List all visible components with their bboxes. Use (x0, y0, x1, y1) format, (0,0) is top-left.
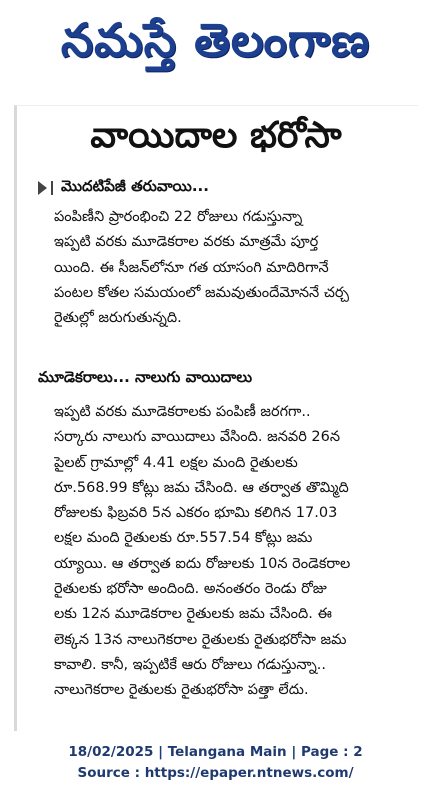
masthead-title: నమస్తే తెలంగాణ (60, 13, 371, 67)
paragraph-line: రైతులకు భరోసా అందింది. అనంతరం రెండు రోజు (54, 581, 327, 598)
paragraph-line: రోజులకు ఫిబ్రవరి 5న ఎకరం భూమి కలిగిన 17.03 (54, 505, 338, 522)
bar-separator-icon (51, 181, 53, 195)
headline-text: వాయిదాల భరోసా (90, 115, 342, 156)
continued-from-front-page (38, 177, 209, 199)
article-paragraph-1 (54, 205, 410, 331)
article-subheading: మూడెకరాలు... నాలుగు వాయిదాలు (38, 368, 253, 386)
paragraph-line: యింది. ఈ సీజన్‌లోనూ గత యాసంగి మాదిరిగానే (54, 259, 329, 276)
paragraph-line: లెక్కన 13న నాలుగెకరాల రైతులకు రైతుభరోసా జమ (54, 631, 347, 648)
source-footer (0, 742, 431, 784)
paragraph-line: పంటల కోతల సమయంలో జమవుతుందేమోననే చర్చ (54, 284, 350, 301)
newspaper-masthead (0, 0, 431, 92)
paragraph-line: య్యాయి. ఆ తర్వాత ఐదు రోజులకు 10న రెండెకరాల (54, 555, 351, 572)
paragraph-line: లకు 12న మూడెకరాల రైతులకు జమ చేసింది. ఈ (54, 606, 332, 623)
paragraph-line: పంపిణీని ప్రారంభించి 22 రోజులు గడుస్తున్నా (54, 209, 303, 225)
article-paragraph-2 (54, 400, 410, 704)
paragraph-line: రూ.568.99 కోట్లు జమ చేసింది. ఆ తర్వాత తొమ్మిది (54, 479, 349, 496)
continued-label: మొదటిపేజీ తరువాయి... (61, 177, 209, 195)
paragraph-line: పైలట్ గ్రామాల్లో 4.41 లక్షల మంది రైతులకు (54, 454, 298, 471)
footer-source-link[interactable]: Source : https://epaper.ntnews.com/ (77, 765, 354, 781)
paragraph-line: ఇప్పటి వరకు మూడెకరాలకు పంపిణీ జరగగా.. (54, 404, 311, 420)
paragraph-line: సర్కారు నాలుగు వాయిదాలు వేసింది. జనవరి 26న (54, 429, 341, 446)
footer-date-edition: 18/02/2025 | Telangana Main | Page : 2 (68, 744, 363, 760)
paragraph-line: రైతుల్లో జరుగుతున్నది. (54, 310, 182, 327)
paragraph-line: నాలుగెకరాల రైతులకు రైతుభరోసా పత్తా లేదు. (54, 682, 309, 699)
arrow-right-icon (38, 181, 47, 195)
paragraph-line: కావాలి. కానీ, ఇప్పటికే ఆరు రోజులు గడుస్తున్నా.. (54, 656, 326, 673)
article-headline (16, 110, 416, 170)
paragraph-line: లక్షల మంది రైతులకు రూ.557.54 కోట్లు జమ (54, 530, 313, 547)
paragraph-line: ఇప్పటి వరకు మూడెకరాల వరకు మాత్రమే పూర్త (54, 234, 319, 251)
